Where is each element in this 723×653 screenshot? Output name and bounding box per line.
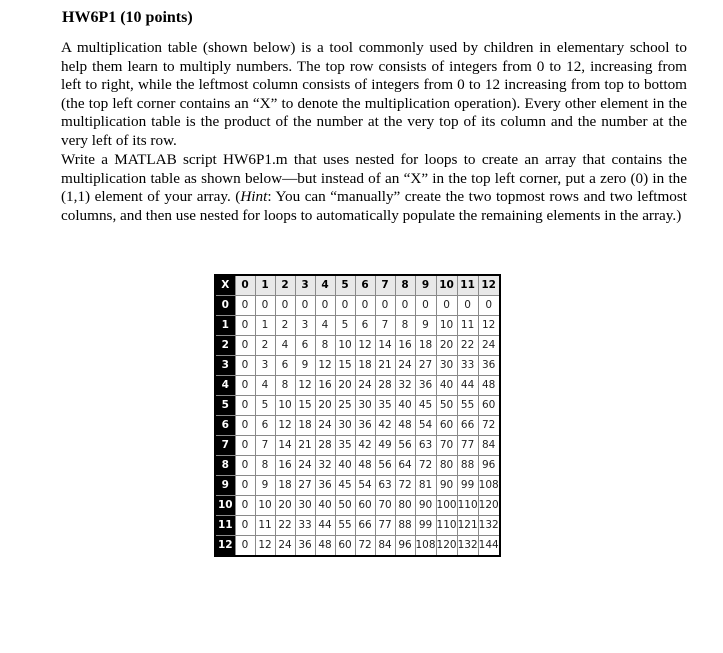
table-cell: 4: [315, 316, 335, 336]
hint-label: Hint: [240, 188, 268, 206]
problem-description: A multiplication table (shown below) is a tool commonly used by children in elementary school to help them learn to multiply numbers. The top row consists of integers from 0 to 12, increasing from left to right, while the leftmost column consists of integers from 0 to 12 increasing from top to bottom (the top left corner contains an “X” to denote the multiplication operation). Every other element in the multiplication table is the product of the number at the very top of its column and the number at the very left of its row.: [61, 39, 687, 149]
table-cell: 1: [255, 316, 275, 336]
table-header-row: [215, 275, 500, 296]
table-cell: 16: [275, 456, 295, 476]
table-cell: 36: [355, 416, 375, 436]
table-cell: 11: [255, 516, 275, 536]
row-header-cell: 0: [215, 296, 235, 316]
table-cell: 0: [395, 296, 415, 316]
table-cell: 56: [375, 456, 395, 476]
table-cell: 22: [275, 516, 295, 536]
table-cell: 55: [335, 516, 355, 536]
table-cell: 48: [478, 376, 500, 396]
table-row: [215, 536, 500, 557]
table-cell: 8: [315, 336, 335, 356]
table-cell: 32: [315, 456, 335, 476]
table-cell: 88: [457, 456, 478, 476]
table-cell: 12: [315, 356, 335, 376]
table-cell: 10: [275, 396, 295, 416]
table-cell: 60: [355, 496, 375, 516]
table-cell: 36: [315, 476, 335, 496]
table-row: [215, 316, 500, 336]
table-cell: 77: [457, 436, 478, 456]
table-cell: 36: [415, 376, 436, 396]
table-cell: 84: [375, 536, 395, 557]
column-header-cell: 1: [255, 275, 275, 296]
table-cell: 72: [355, 536, 375, 557]
table-cell: 12: [478, 316, 500, 336]
table-cell: 20: [275, 496, 295, 516]
row-header-cell: 4: [215, 376, 235, 396]
table-cell: 88: [395, 516, 415, 536]
column-header-cell: 3: [295, 275, 315, 296]
row-header-cell: 3: [215, 356, 235, 376]
column-header-cell: 0: [235, 275, 255, 296]
problem-title: HW6P1 (10 points): [62, 9, 193, 26]
table-cell: 96: [478, 456, 500, 476]
table-cell: 0: [315, 296, 335, 316]
table-cell: 72: [415, 456, 436, 476]
table-cell: 6: [255, 416, 275, 436]
column-header-cell: 11: [457, 275, 478, 296]
column-header-cell: 8: [395, 275, 415, 296]
table-cell: 35: [375, 396, 395, 416]
table-cell: 48: [395, 416, 415, 436]
table-row: [215, 456, 500, 476]
table-cell: 18: [275, 476, 295, 496]
table-cell: 18: [295, 416, 315, 436]
table-cell: 0: [235, 376, 255, 396]
table-cell: 54: [415, 416, 436, 436]
table-cell: 24: [295, 456, 315, 476]
table-cell: 22: [457, 336, 478, 356]
table-cell: 77: [375, 516, 395, 536]
table-cell: 18: [415, 336, 436, 356]
table-cell: 40: [335, 456, 355, 476]
table-row: [215, 436, 500, 456]
table-cell: 56: [395, 436, 415, 456]
table-cell: 15: [335, 356, 355, 376]
table-cell: 16: [395, 336, 415, 356]
table-cell: 21: [375, 356, 395, 376]
table-cell: 132: [457, 536, 478, 557]
table-cell: 0: [235, 516, 255, 536]
table-cell: 7: [255, 436, 275, 456]
table-cell: 42: [355, 436, 375, 456]
table-cell: 6: [275, 356, 295, 376]
table-cell: 0: [235, 496, 255, 516]
table-cell: 12: [295, 376, 315, 396]
table-cell: 49: [375, 436, 395, 456]
table-cell: 32: [395, 376, 415, 396]
table-cell: 21: [295, 436, 315, 456]
table-cell: 80: [395, 496, 415, 516]
table-cell: 4: [255, 376, 275, 396]
instructions-text-2: : You can “manually” create the two topmost rows and two leftmost columns, and then use nested for loops to automatically populate the remaining elements in the array.): [61, 188, 688, 224]
table-cell: 0: [235, 316, 255, 336]
table-cell: 0: [235, 416, 255, 436]
table-cell: 12: [355, 336, 375, 356]
table-cell: 0: [436, 296, 457, 316]
table-cell: 48: [315, 536, 335, 557]
table-cell: 40: [315, 496, 335, 516]
table-cell: 0: [375, 296, 395, 316]
table-cell: 3: [295, 316, 315, 336]
table-cell: 18: [355, 356, 375, 376]
multiplication-table: [214, 274, 501, 557]
table-cell: 9: [255, 476, 275, 496]
table-cell: 20: [436, 336, 457, 356]
table-cell: 48: [355, 456, 375, 476]
table-cell: 28: [315, 436, 335, 456]
table-cell: 144: [478, 536, 500, 557]
table-cell: 27: [415, 356, 436, 376]
row-header-cell: 12: [215, 536, 235, 557]
table-row: [215, 396, 500, 416]
row-header-cell: 1: [215, 316, 235, 336]
table-row: [215, 296, 500, 316]
table-cell: 24: [355, 376, 375, 396]
table-cell: 24: [478, 336, 500, 356]
table-cell: 27: [295, 476, 315, 496]
table-cell: 99: [457, 476, 478, 496]
table-cell: 0: [295, 296, 315, 316]
row-header-cell: 9: [215, 476, 235, 496]
table-cell: 5: [335, 316, 355, 336]
column-header-cell: 6: [355, 275, 375, 296]
table-cell: 35: [335, 436, 355, 456]
table-cell: 20: [315, 396, 335, 416]
column-header-cell: 5: [335, 275, 355, 296]
table-cell: 0: [235, 356, 255, 376]
row-header-cell: 7: [215, 436, 235, 456]
table-cell: 45: [335, 476, 355, 496]
instructions-text-1: Write a MATLAB script HW6P1.m that uses nested for loops to create an array that contains the multiplication table as shown below—but instead of an “X” in the top left corner, put a zero (0) in the (1,1) element of your array. (: [61, 151, 687, 206]
table-cell: 30: [436, 356, 457, 376]
table-cell: 30: [355, 396, 375, 416]
table-cell: 24: [395, 356, 415, 376]
table-cell: 110: [436, 516, 457, 536]
table-cell: 36: [478, 356, 500, 376]
table-cell: 30: [335, 416, 355, 436]
table-cell: 96: [395, 536, 415, 557]
table-cell: 66: [355, 516, 375, 536]
column-header-cell: 12: [478, 275, 500, 296]
table-cell: 28: [375, 376, 395, 396]
table-cell: 0: [235, 456, 255, 476]
table-cell: 16: [315, 376, 335, 396]
table-cell: 10: [255, 496, 275, 516]
table-cell: 5: [255, 396, 275, 416]
table-cell: 8: [255, 456, 275, 476]
table-cell: 55: [457, 396, 478, 416]
table-cell: 0: [478, 296, 500, 316]
table-cell: 81: [415, 476, 436, 496]
table-cell: 0: [457, 296, 478, 316]
table-cell: 0: [415, 296, 436, 316]
table-cell: 0: [235, 536, 255, 557]
table-cell: 132: [478, 516, 500, 536]
table-cell: 66: [457, 416, 478, 436]
table-cell: 108: [478, 476, 500, 496]
table-cell: 14: [375, 336, 395, 356]
table-cell: 24: [275, 536, 295, 557]
table-cell: 42: [375, 416, 395, 436]
table-cell: 33: [457, 356, 478, 376]
column-header-cell: 10: [436, 275, 457, 296]
table-cell: 54: [355, 476, 375, 496]
table-cell: 2: [255, 336, 275, 356]
table-cell: 50: [436, 396, 457, 416]
table-cell: 0: [275, 296, 295, 316]
table-cell: 0: [235, 296, 255, 316]
table-cell: 10: [436, 316, 457, 336]
table-row: [215, 356, 500, 376]
table-cell: 30: [295, 496, 315, 516]
table-cell: 72: [478, 416, 500, 436]
table-cell: 45: [415, 396, 436, 416]
table-cell: 60: [335, 536, 355, 557]
table-cell: 33: [295, 516, 315, 536]
table-cell: 44: [315, 516, 335, 536]
table-cell: 80: [436, 456, 457, 476]
table-cell: 121: [457, 516, 478, 536]
table-cell: 9: [415, 316, 436, 336]
table-cell: 36: [295, 536, 315, 557]
table-cell: 0: [235, 396, 255, 416]
table-cell: 64: [395, 456, 415, 476]
table-cell: 24: [315, 416, 335, 436]
table-row: [215, 516, 500, 536]
table-row: [215, 496, 500, 516]
table-cell: 63: [375, 476, 395, 496]
problem-instructions: [61, 151, 687, 225]
table-cell: 6: [355, 316, 375, 336]
table-cell: 60: [436, 416, 457, 436]
table-cell: 0: [235, 336, 255, 356]
column-header-cell: 4: [315, 275, 335, 296]
row-header-cell: 2: [215, 336, 235, 356]
table-corner-cell: X: [215, 275, 235, 296]
table-cell: 11: [457, 316, 478, 336]
table-cell: 0: [335, 296, 355, 316]
table-cell: 25: [335, 396, 355, 416]
table-cell: 2: [275, 316, 295, 336]
table-cell: 0: [355, 296, 375, 316]
row-header-cell: 8: [215, 456, 235, 476]
table-cell: 90: [436, 476, 457, 496]
table-cell: 7: [375, 316, 395, 336]
table-cell: 14: [275, 436, 295, 456]
table-cell: 12: [255, 536, 275, 557]
table-cell: 108: [415, 536, 436, 557]
table-cell: 40: [436, 376, 457, 396]
table-cell: 63: [415, 436, 436, 456]
table-cell: 50: [335, 496, 355, 516]
table-cell: 3: [255, 356, 275, 376]
table-cell: 0: [255, 296, 275, 316]
column-header-cell: 7: [375, 275, 395, 296]
table-cell: 9: [295, 356, 315, 376]
table-cell: 120: [436, 536, 457, 557]
table-cell: 90: [415, 496, 436, 516]
row-header-cell: 5: [215, 396, 235, 416]
table-cell: 100: [436, 496, 457, 516]
table-cell: 84: [478, 436, 500, 456]
table-cell: 44: [457, 376, 478, 396]
table-cell: 60: [478, 396, 500, 416]
column-header-cell: 9: [415, 275, 436, 296]
table-cell: 15: [295, 396, 315, 416]
column-header-cell: 2: [275, 275, 295, 296]
table-row: [215, 476, 500, 496]
table-cell: 99: [415, 516, 436, 536]
table-cell: 40: [395, 396, 415, 416]
table-cell: 8: [275, 376, 295, 396]
table-cell: 20: [335, 376, 355, 396]
row-header-cell: 6: [215, 416, 235, 436]
table-cell: 8: [395, 316, 415, 336]
table-cell: 10: [335, 336, 355, 356]
table-cell: 12: [275, 416, 295, 436]
row-header-cell: 11: [215, 516, 235, 536]
table-cell: 4: [275, 336, 295, 356]
table-cell: 120: [478, 496, 500, 516]
table-cell: 70: [375, 496, 395, 516]
row-header-cell: 10: [215, 496, 235, 516]
table-row: [215, 336, 500, 356]
table-cell: 0: [235, 436, 255, 456]
table-cell: 70: [436, 436, 457, 456]
table-cell: 0: [235, 476, 255, 496]
table-cell: 110: [457, 496, 478, 516]
table-cell: 6: [295, 336, 315, 356]
table-row: [215, 376, 500, 396]
table-cell: 72: [395, 476, 415, 496]
table-row: [215, 416, 500, 436]
